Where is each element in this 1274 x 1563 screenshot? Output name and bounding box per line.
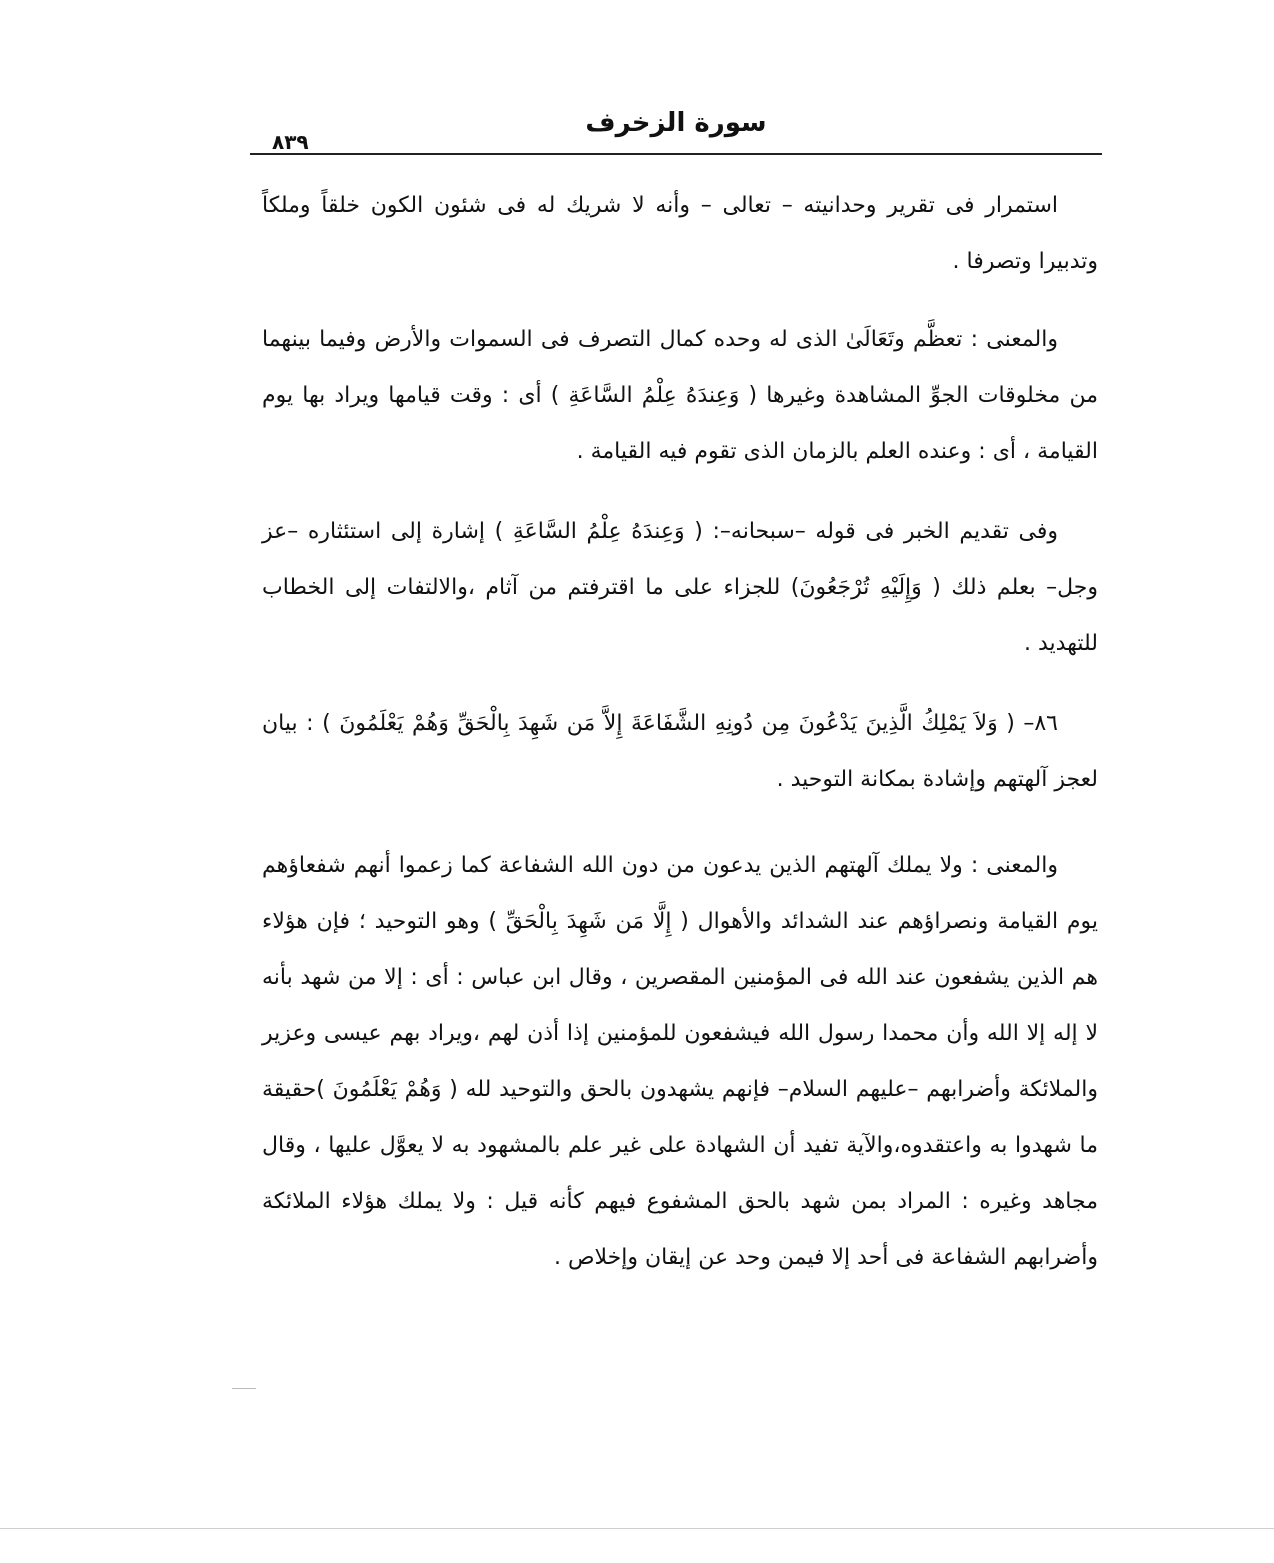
surah-title: سورة الزخرف — [585, 108, 767, 138]
page-body — [262, 178, 1098, 1286]
page-header — [250, 108, 1102, 152]
margin-mark — [232, 1388, 256, 1389]
header-divider — [250, 153, 1102, 155]
paragraph-5: والمعنى : ولا يملك آلهتهم الذين يدعون من دون الله الشفاعة كما زعموا أنهم شفعاؤهم يوم القيامة ونصراؤهم عند الشدائد والأهوال ( إِلَّا مَن شَهِدَ بِالْحَقِّ ) وهو التوحيد ؛ فإن هؤلاء هم الذين يشفعون عند الله فى المؤمنين المقصرين ، وقال ابن عباس : أى : إلا من شهد بأنه لا إله إلا الله وأن محمدا رسول الله فيشفعون للمؤمنين إذا أذن لهم ،ويراد بهم عيسى وعزير والملائكة وأضرابهم –عليهم السلام– فإنهم يشهدون بالحق والتوحيد لله ( وَهُمْ يَعْلَمُونَ )حقيقة ما شهدوا به واعتقدوه،والآية تفيد أن الشهادة على غير علم بالمشهود به لا يعوَّل عليها ، وقال مجاهد وغيره : المراد بمن شهد بالحق المشفوع فيهم كأنه قيل : ولا يملك هؤلاء الملائكة وأضرابهم الشفاعة فى أحد إلا فيمن وحد عن إيقان وإخلاص . — [262, 853, 1098, 1270]
paragraph-2: والمعنى : تعظَّم وتَعَالَىٰ الذى له وحده كمال التصرف فى السموات والأرض وفيما بينهما من مخلوقات الجوِّ المشاهدة وغيرها ( وَعِندَهُ عِلْمُ السَّاعَةِ ) أى : وقت قيامها ويراد بها يوم القيامة ، أى : وعنده العلم بالزمان الذى تقوم فيه القيامة . — [262, 327, 1098, 464]
verse-86: ٨٦– ( وَلاَ يَمْلِكُ الَّذِينَ يَدْعُونَ مِن دُونِهِ الشَّفَاعَةَ إِلاَّ مَن شَهِدَ بِالْحَقِّ وَهُمْ يَعْلَمُونَ ) : بيان لعجز آلهتهم وإشادة بمكانة التوحيد . — [262, 711, 1098, 792]
bottom-scan-line — [0, 1528, 1274, 1529]
page-number: ٨٣٩ — [272, 130, 309, 154]
paragraph-3: وفى تقديم الخبر فى قوله –سبحانه–: ( وَعِندَهُ عِلْمُ السَّاعَةِ ) إشارة إلى استئثاره –عز وجل– بعلم ذلك ( وَإِلَيْهِ تُرْجَعُونَ) للجزاء على ما اقترفتم من آثام ،والالتفات إلى الخطاب للتهديد . — [262, 519, 1098, 656]
paragraph-1: استمرار فى تقرير وحدانيته – تعالى – وأنه لا شريك له فى شئون الكون خلقاً وملكاً وتدبيرا وتصرفا . — [262, 193, 1098, 274]
